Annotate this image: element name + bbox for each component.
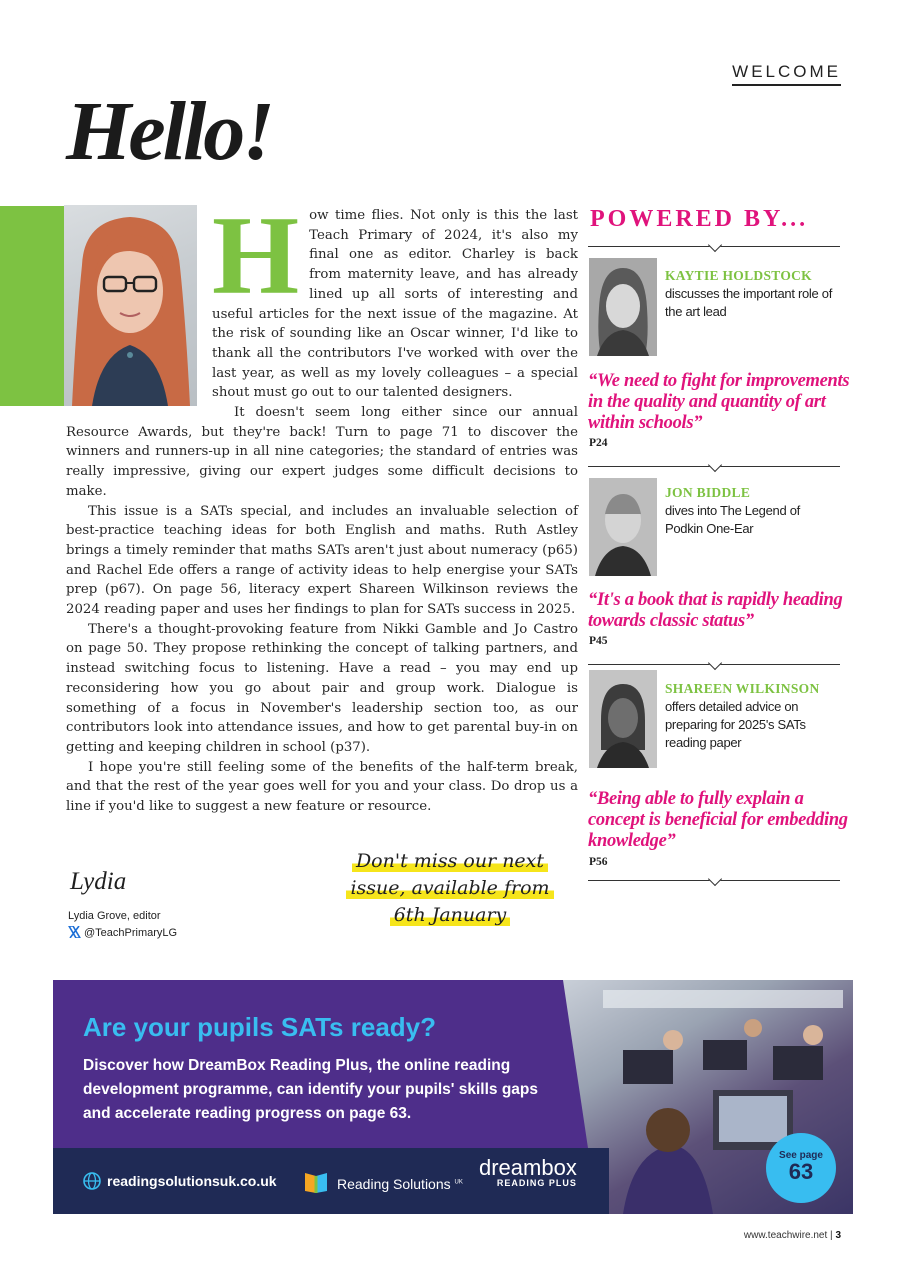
reading-solutions-logo xyxy=(303,1172,463,1194)
brand-suffix: UK xyxy=(454,1179,463,1186)
dreambox-wordmark: dreambox xyxy=(479,1155,577,1180)
contributor-photo xyxy=(589,258,657,356)
brand-text: Reading Solutions xyxy=(337,1176,451,1192)
note-line: 6th January xyxy=(390,902,511,929)
contributor-name: KAYTIE HOLDSTOCK xyxy=(665,268,812,283)
contributor-quote: “We need to fight for improvements in the quality and quantity of art within schools” xyxy=(588,371,850,433)
page-title: Hello! xyxy=(66,85,272,178)
editorial-paragraph: It doesn't seem long either since our annual Resource Awards, but they're back! Turn to page 71 to discover the winners and runners-up in all nine categories; the standard of entries was really impressive, giving our expert judges some difficult decisions to make. xyxy=(66,405,578,499)
divider-notch xyxy=(708,458,722,472)
x-logo-icon xyxy=(68,926,81,938)
editor-handle-text: @TeachPrimaryLG xyxy=(84,927,178,939)
divider-notch xyxy=(708,238,722,252)
contributor-name: JON BIDDLE xyxy=(665,485,751,500)
editorial-paragraph: There's a thought-provoking feature from Nikki Gamble and Jo Castro on page 50. They propose rethinking the concept of talking partners, and instead switching focus to listening. Have a read – you may end up reconsidering how you go about pair and group work. Dialogue is something of a focus in November's leadership section too, as our contributors look into attendance issues, and how to get parental buy-in on getting and keeping children in school (p37). xyxy=(66,621,578,755)
contributor-quote: “It's a book that is rapidly heading towards classic status” xyxy=(588,590,843,631)
editor-handle[interactable] xyxy=(68,926,177,939)
accent-bar xyxy=(0,206,64,406)
see-page-badge[interactable] xyxy=(766,1133,836,1203)
advert-body: Discover how DreamBox Reading Plus, the online reading development programme, can identify your pupils' skills gaps and accelerate reading progress on page 63. xyxy=(83,1057,539,1122)
next-issue-note xyxy=(335,848,565,929)
see-page-number: 63 xyxy=(788,1159,814,1184)
contributor-desc: offers detailed advice on preparing for 2025's SATs reading paper xyxy=(665,699,806,750)
editorial-body xyxy=(66,194,578,817)
contributor-photo xyxy=(589,670,657,768)
note-line: Don't miss our next xyxy=(352,848,548,875)
contributor-desc: dives into The Legend of Podkin One-Ear xyxy=(665,503,800,536)
editorial-paragraph: I hope you're still feeling some of the benefits of the half-term break, and that the rest of the year goes well for you and your class. Do drop us a line if you'd like to suggest a new feature or resource. xyxy=(66,759,578,815)
editor-name: Lydia Grove, editor xyxy=(68,910,161,922)
portrait-spacer xyxy=(66,206,212,406)
editorial-paragraph: This issue is a SATs special, and includes an invaluable selection of best-practice teaching ideas for both English and maths. Ruth Astley brings a timely reminder that maths SATs aren't just about numeracy (p65) and Rachel Ede offers a range of activity ideas to help energise your SATs prep (p67). On page 56, literacy expert Shareen Wilkinson reviews the 2024 reading paper and uses her findings to plan for SATs success in 2025. xyxy=(66,503,578,618)
footer xyxy=(744,1230,841,1241)
advert-link[interactable] xyxy=(83,1172,277,1190)
divider-notch xyxy=(708,872,722,886)
footer-url: www.teachwire.net | xyxy=(743,1230,833,1241)
page-reference: P56 xyxy=(589,856,608,868)
dreambox-sub: READING PLUS xyxy=(496,1178,577,1188)
dreambox-logo xyxy=(479,1155,577,1189)
powered-by-title: POWERED BY... xyxy=(590,206,809,232)
contributor-photo xyxy=(589,478,657,576)
contributor-quote: “Being able to fully explain a concept is beneficial for embedding knowledge” xyxy=(588,789,848,851)
editor-signature: Lydia xyxy=(70,868,127,895)
advert-title: Are your pupils SATs ready? xyxy=(83,1012,437,1042)
advert-url-text: readingsolutionsuk.co.uk xyxy=(107,1173,277,1189)
globe-icon xyxy=(83,1172,101,1190)
advert-banner[interactable] xyxy=(53,980,853,1214)
drop-cap: H xyxy=(212,194,300,318)
note-line: issue, available from xyxy=(346,875,553,902)
divider-notch xyxy=(708,656,722,670)
see-page-label: See page xyxy=(779,1150,823,1161)
page-reference: P45 xyxy=(589,635,608,647)
page-number: 3 xyxy=(835,1230,841,1241)
section-label: WELCOME xyxy=(732,62,841,86)
editorial-paragraph: ow time flies. Not only is this the last Teach Primary of 2024, it's also my final one as editor. Charley is back from maternity leave, and has already lined up all sorts of interesting and useful articles for the next issue of the magazine. At the risk of sounding like an Oscar winner, I'd like to thank all the contributors I've worked with over the last year, as well as my lovely colleagues – a special shout must go out to our talented designers. xyxy=(212,208,578,401)
book-icon xyxy=(303,1172,329,1194)
page-reference: P24 xyxy=(589,437,608,449)
contributor-desc: discusses the important role of the art lead xyxy=(665,286,833,319)
contributor-name: SHAREEN WILKINSON xyxy=(665,681,820,696)
